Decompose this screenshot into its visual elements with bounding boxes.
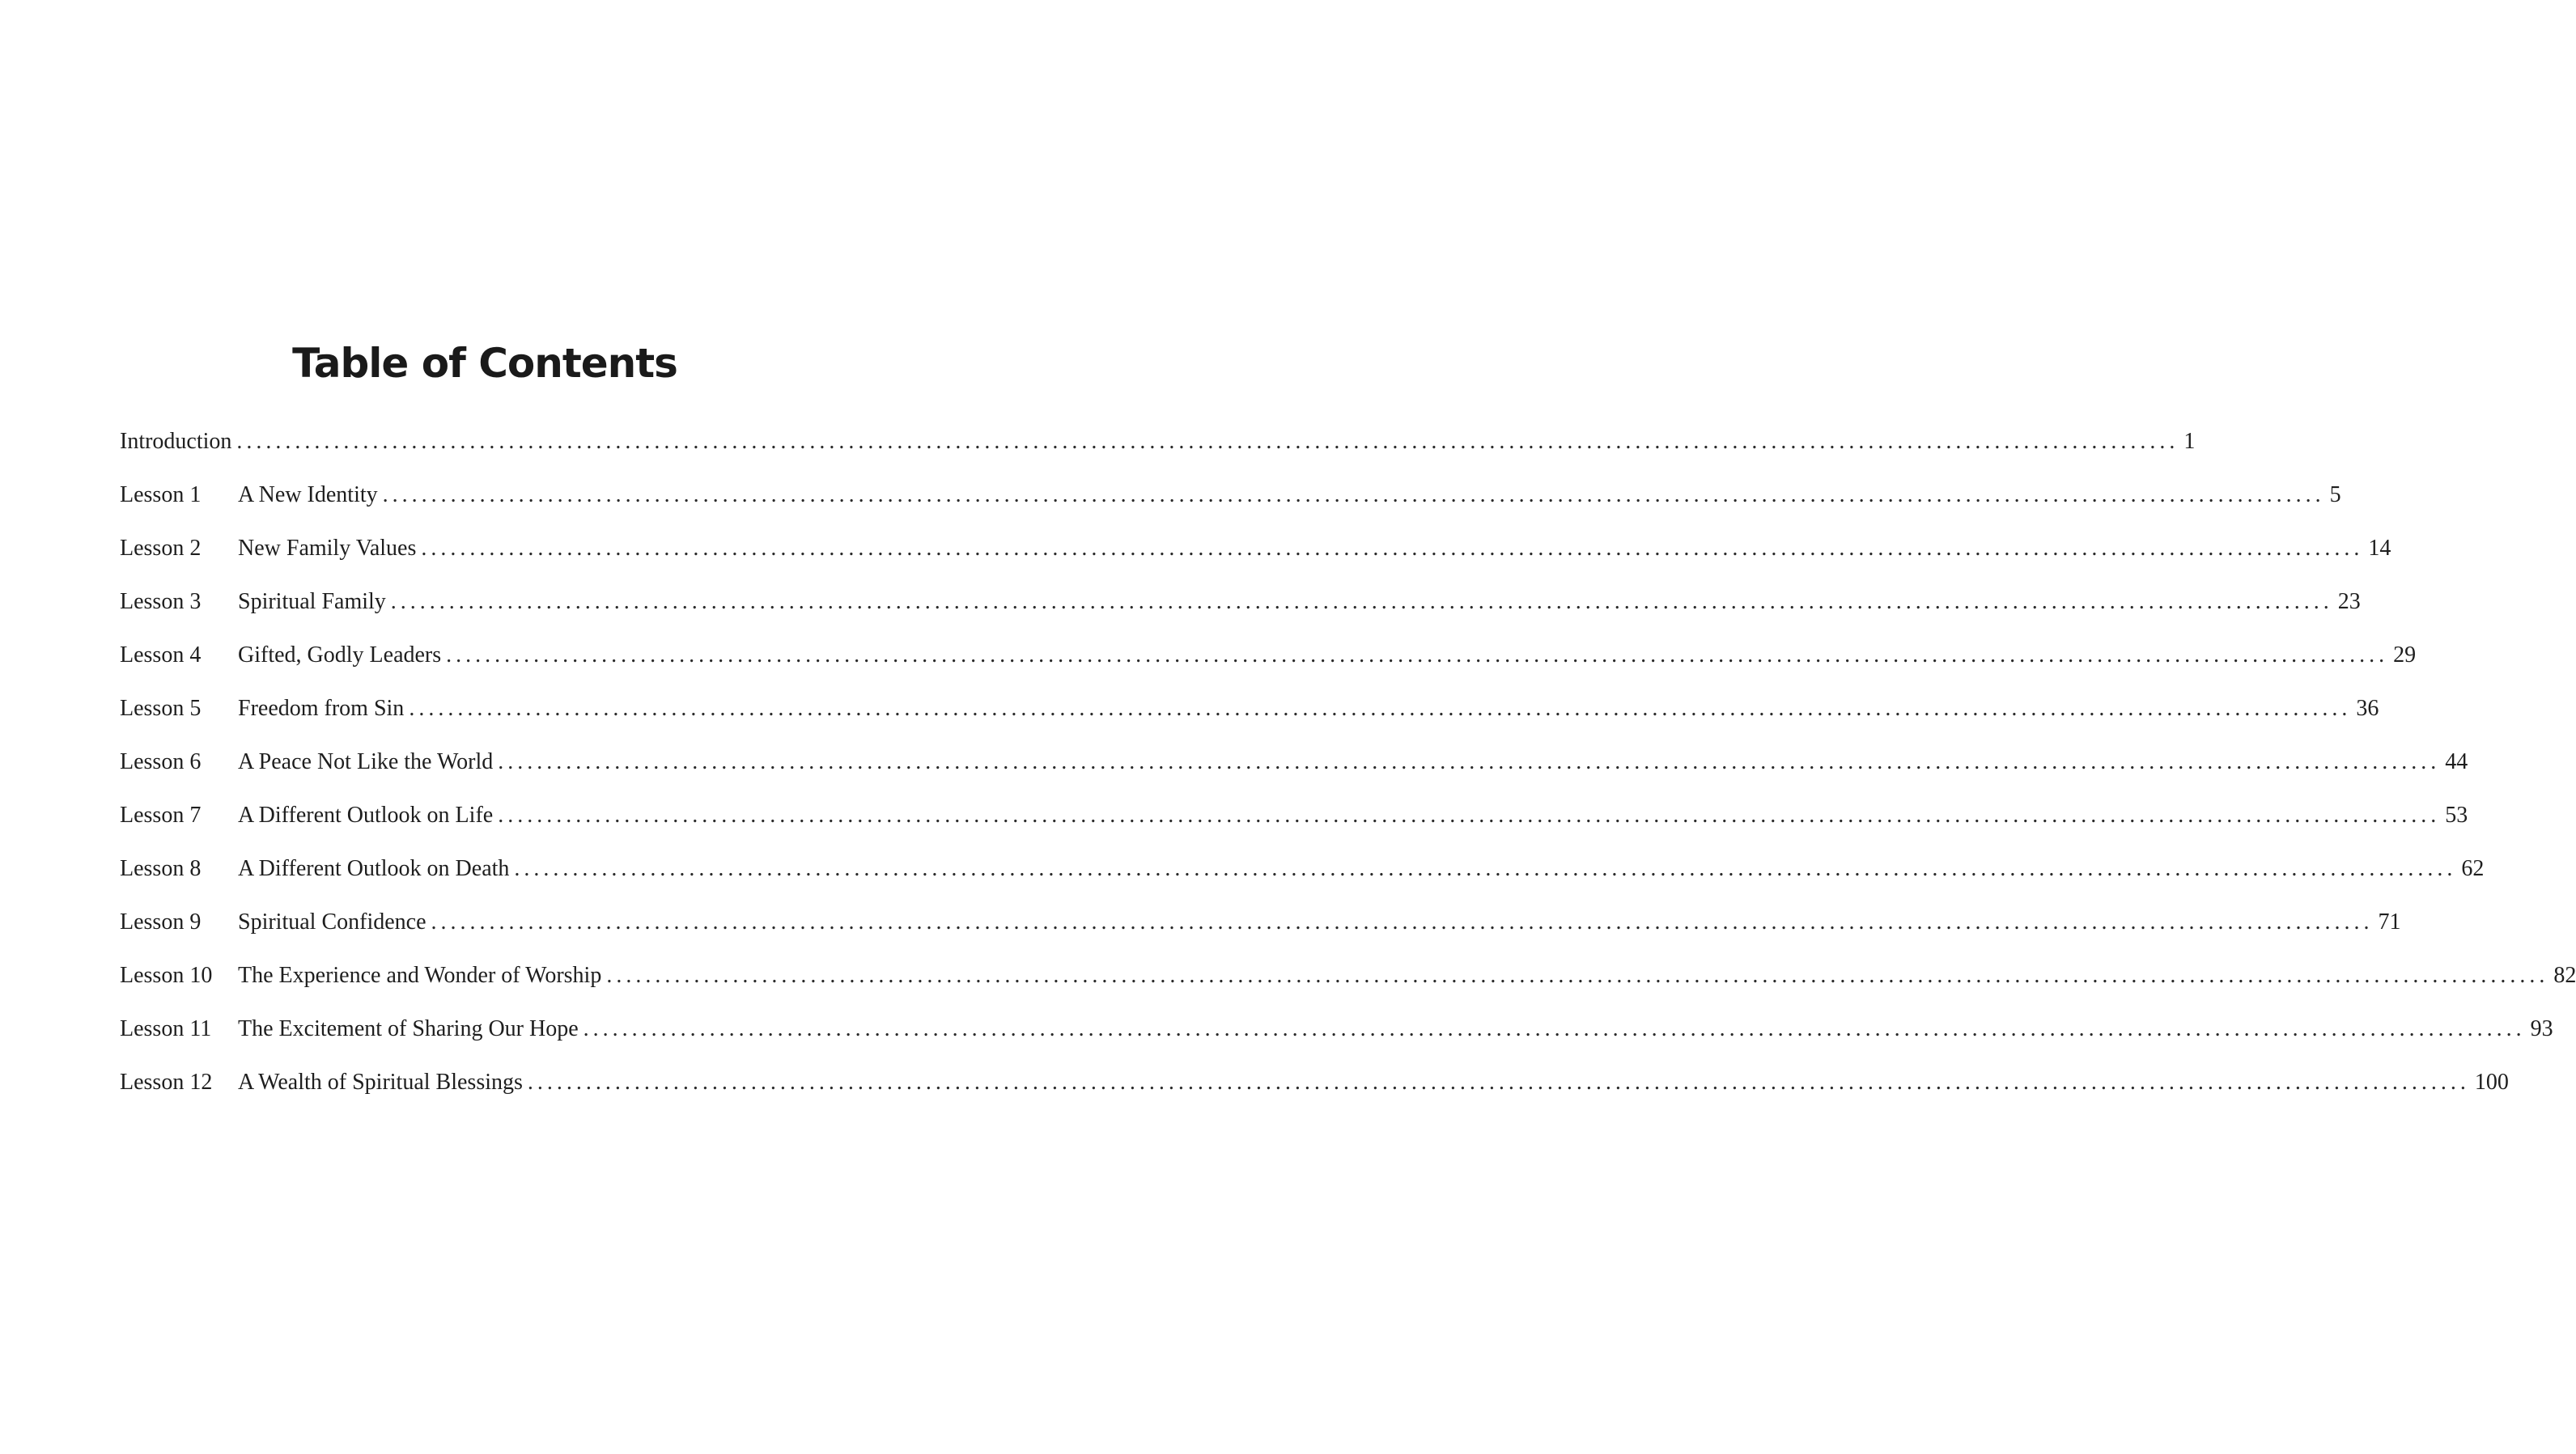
toc-page-number: 100 [2474,1070,2509,1095]
toc-entry-lesson-6 [120,742,2468,795]
toc-entry-title: The Excitement of Sharing Our Hope [238,1016,579,1041]
toc-entry-label: Lesson 7 [120,803,202,828]
toc-entry-label: Lesson 5 [120,696,202,721]
dot-leader: ........................................................................................................................................................................................................ [382,482,2325,507]
toc-entry-lesson-8 [120,849,2485,902]
toc-entry-label: Lesson 2 [120,536,202,561]
toc-entry-label: Introduction [120,429,232,454]
toc-entry-title: A Different Outlook on Life [238,803,494,828]
toc-entry-lesson-4 [120,635,2417,689]
toc-entry-title: A Wealth of Spiritual Blessings [238,1070,523,1095]
toc-page-number: 5 [2329,482,2341,507]
toc-entry-introduction [120,422,2196,475]
dot-leader: ........................................................................................................................................................................................................ [446,642,2389,668]
toc-entry-lesson-5 [120,689,2379,742]
toc-page-number: 71 [2378,909,2401,935]
toc-entry-lesson-10 [120,956,2576,1009]
toc-entry-lesson-2 [120,528,2391,582]
dot-leader: ........................................................................................................................................................................................................ [527,1070,2470,1095]
toc-entry-lesson-1 [120,475,2341,528]
dot-leader: ........................................................................................................................................................................................................ [514,856,2457,881]
dot-leader: ........................................................................................................................................................................................................ [498,803,2441,828]
toc-entry-label: Lesson 3 [120,589,202,614]
toc-page-number: 62 [2461,856,2485,881]
toc-entry-title: New Family Values [238,536,417,561]
toc-entry-lesson-9 [120,902,2401,956]
toc-list [120,422,2576,1116]
toc-entry-title: Freedom from Sin [238,696,405,721]
toc-entry-label: Lesson 11 [120,1016,212,1041]
toc-entry-title: The Experience and Wonder of Worship [238,963,602,988]
dot-leader: ........................................................................................................................................................................................................ [498,749,2441,774]
toc-entry-lesson-7 [120,795,2468,849]
dot-leader: ........................................................................................................................................................................................................ [409,696,2352,721]
toc-entry-title: Gifted, Godly Leaders [238,642,442,668]
toc-entry-label: Lesson 12 [120,1070,213,1095]
toc-entry-lesson-11 [120,1009,2553,1062]
toc-entry-label: Lesson 1 [120,482,202,507]
toc-entry-label: Lesson 8 [120,856,202,881]
toc-entry-title: Spiritual Family [238,589,386,614]
toc-entry-label: Lesson 10 [120,963,213,988]
toc-entry-title: A Peace Not Like the World [238,749,494,774]
toc-entry-label: Lesson 9 [120,909,202,935]
toc-page-number: 44 [2445,749,2468,774]
page-title: Table of Contents [292,340,677,387]
toc-entry-title: A New Identity [238,482,378,507]
toc-entry-lesson-12 [120,1062,2509,1116]
dot-leader: ........................................................................................................................................................................................................ [431,909,2374,935]
toc-page-number: 53 [2445,803,2468,828]
toc-entry-label: Lesson 4 [120,642,202,668]
dot-leader: ........................................................................................................................................................................................................ [390,589,2333,614]
toc-page-number: 23 [2337,589,2361,614]
toc-page-number: 36 [2356,696,2379,721]
toc-entry-label: Lesson 6 [120,749,202,774]
toc-page-number: 82 [2553,963,2576,988]
toc-page-number: 93 [2530,1016,2553,1041]
dot-leader: ........................................................................................................................................................................................................ [606,963,2549,988]
toc-page-number: 14 [2368,536,2391,561]
dot-leader: ........................................................................................................................................................................................................ [421,536,2364,561]
toc-entry-lesson-3 [120,582,2361,635]
dot-leader: ........................................................................................................................................................................................................ [236,429,2179,454]
toc-entry-title: A Different Outlook on Death [238,856,510,881]
toc-page-number: 1 [2183,429,2196,454]
dot-leader: ........................................................................................................................................................................................................ [583,1016,2526,1041]
toc-page-number: 29 [2393,642,2417,668]
toc-entry-title: Spiritual Confidence [238,909,427,935]
